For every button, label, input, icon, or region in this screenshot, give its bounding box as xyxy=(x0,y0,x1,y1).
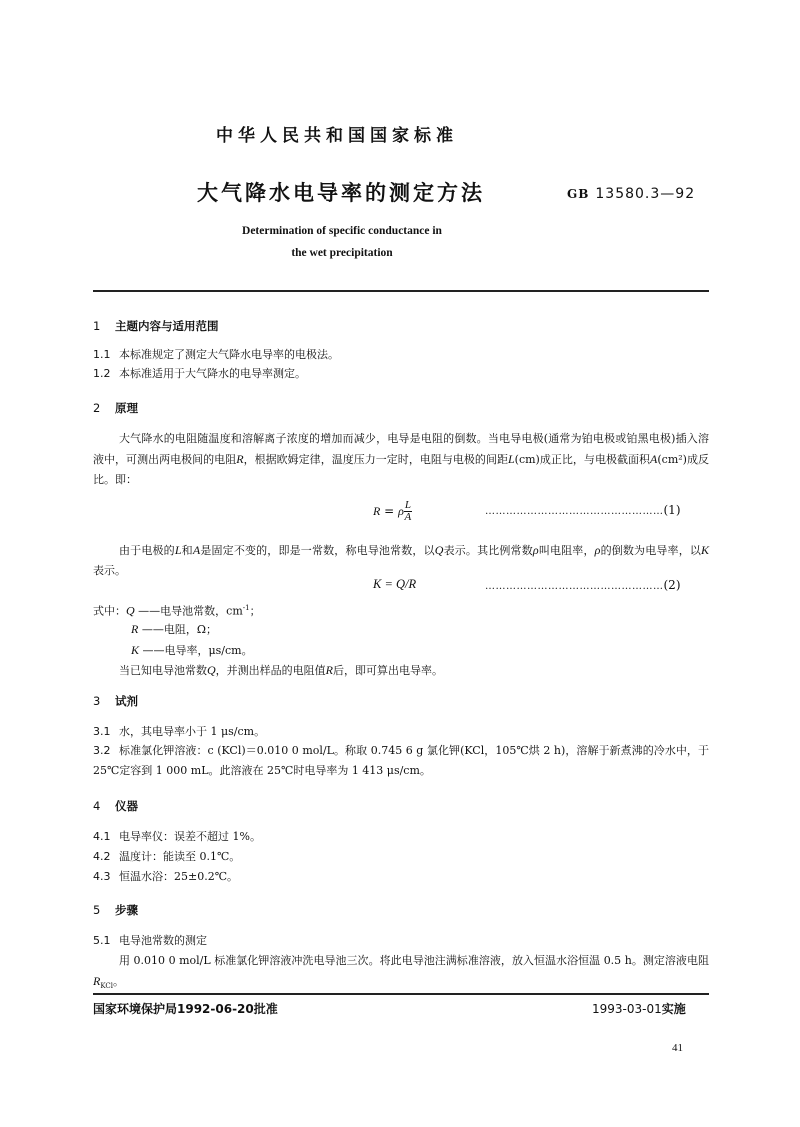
effective-date: 1993-03-01 xyxy=(592,1002,662,1016)
dash: —— xyxy=(141,623,164,636)
definition: 电阻，Ω； xyxy=(163,623,217,636)
definition: 电导率，μs/cm。 xyxy=(164,644,253,657)
var-R: R xyxy=(236,452,244,466)
code-prefix: GB xyxy=(567,187,590,201)
principle-paragraph-3 xyxy=(119,661,443,680)
section-1-heading xyxy=(93,318,219,334)
var-L: L xyxy=(174,543,182,557)
principle-paragraph-2 xyxy=(93,540,709,581)
var-L: L xyxy=(507,452,515,466)
clause-number: 3.2 xyxy=(93,744,111,757)
where-line-2 xyxy=(131,620,217,639)
clause-text: 本标准规定了测定大气降水电导率的电极法。 xyxy=(119,348,339,361)
clause-4-2 xyxy=(93,847,240,866)
text: ，并测出样品的电阻值 xyxy=(215,664,326,677)
text: (cm)成正比，与电极截面积 xyxy=(514,453,651,466)
clause-title: 电导池常数的测定 xyxy=(119,934,207,947)
text: 当已知电导池常数 xyxy=(119,664,207,677)
clause-number: 4.1 xyxy=(93,830,111,843)
text: 和 xyxy=(181,544,193,557)
clause-text: 本标准适用于大气降水的电导率测定。 xyxy=(119,367,306,380)
var-K: K xyxy=(701,543,710,557)
equation-number: (2) xyxy=(663,578,681,592)
var-R: R xyxy=(131,622,139,636)
text: ，根据欧姆定律，温度压力一定时，电阻与电极的间距 xyxy=(243,453,508,466)
clause-number: 3.1 xyxy=(93,725,111,738)
english-title xyxy=(0,220,742,264)
clause-text: 用 0.010 0 mol/L 标准氯化钾溶液冲洗电导池三次。将此电导池注满标准溶液，放入恒温水浴恒温 0.5 h。测定溶液电阻 xyxy=(119,954,709,967)
var-A: A xyxy=(650,452,658,466)
clause-number: 5.1 xyxy=(93,934,111,947)
var-A: A xyxy=(192,543,201,557)
eq-rho: ρ xyxy=(398,504,404,518)
denominator: A xyxy=(404,511,412,523)
var-rho: ρ xyxy=(594,543,601,557)
text: 由于电极的 xyxy=(119,544,175,557)
text: (cm²)成反比。即： xyxy=(93,453,709,486)
text: 表示。其比例常数 xyxy=(443,544,533,557)
text: 的倒数为电导率，以 xyxy=(600,544,702,557)
english-title-line1: Determination of specific conductance in xyxy=(242,225,442,237)
clause-1-1 xyxy=(93,345,339,364)
section-title: 主题内容与适用范围 xyxy=(115,319,219,333)
clause-5-1-title xyxy=(93,931,207,950)
text: 是固定不变的，即是一常数，称电导池常数，以 xyxy=(200,544,435,557)
section-title: 步骤 xyxy=(115,903,138,917)
dash: —— xyxy=(142,644,165,657)
var-R: R xyxy=(325,663,334,677)
section-number: 3 xyxy=(93,694,101,708)
where-line-3 xyxy=(131,641,253,660)
clause-number: 4.2 xyxy=(93,850,111,863)
effective-label: 实施 xyxy=(661,1002,686,1016)
where-prefix: 式中： xyxy=(93,604,126,618)
clause-text: 温度计：能读至 0.1℃。 xyxy=(119,850,241,863)
var-Q: Q xyxy=(126,603,135,618)
text: 后，即可算出电导率。 xyxy=(333,664,444,677)
var-R: R xyxy=(93,974,101,988)
clause-text: 恒温水浴：25±0.2℃。 xyxy=(119,870,239,883)
clause-4-1 xyxy=(93,827,261,846)
section-4-heading xyxy=(93,798,138,814)
section-title: 仪器 xyxy=(115,799,138,813)
equation-number: (1) xyxy=(663,503,681,517)
where-line-1 xyxy=(93,599,261,621)
clause-1-2 xyxy=(93,364,306,383)
approval-info: 国家环境保护局1992-06-20批准 xyxy=(93,1002,278,1016)
eq-sign: = xyxy=(384,504,395,518)
equation-2: K = Q/R xyxy=(373,577,417,591)
clause-number: 4.3 xyxy=(93,870,111,883)
clause-number: 1.1 xyxy=(93,348,111,361)
var-Q: Q xyxy=(434,543,444,557)
section-2-heading xyxy=(93,400,138,416)
clause-3-1 xyxy=(93,722,265,741)
principle-paragraph-1 xyxy=(93,429,709,490)
code-number: 13580.3—92 xyxy=(595,186,696,202)
section-3-heading xyxy=(93,693,138,709)
clause-3-2 xyxy=(93,741,709,781)
clause-number: 1.2 xyxy=(93,367,111,380)
section-number: 2 xyxy=(93,401,101,415)
effective-info xyxy=(592,1000,686,1017)
clause-text: 电导率仪：误差不超过 1%。 xyxy=(119,830,261,843)
text: 表示。 xyxy=(93,564,126,577)
clause-text: 标准氯化钾溶液：c (KCl)＝0.010 0 mol/L。称取 0.745 6 g 氯化钾(KCl，105℃烘 2 h)，溶解于新煮沸的冷水中，于 25℃定容到 1 000 mL。此溶液在 25℃时电导率为 1 413 μs/cm。 xyxy=(93,744,709,777)
header-divider xyxy=(93,290,709,292)
superscript: -1 xyxy=(242,604,250,612)
leader-dots: …………………………………………… xyxy=(485,506,664,517)
dash: —— xyxy=(138,604,161,618)
punct: ； xyxy=(249,604,261,618)
leader-dots: …………………………………………… xyxy=(485,581,664,592)
section-title: 原理 xyxy=(115,401,138,415)
equation-1 xyxy=(373,500,412,523)
text: 大气降水的电阻随温度和溶解离子浓度的增加而减少，电导是电阻的倒数。当电导电极(通常为铂电极或铂黑电极)插入溶液中，可测出两电极间的电阻 xyxy=(93,432,709,466)
equation-1-label xyxy=(485,503,681,517)
footer-divider xyxy=(93,993,709,995)
section-number: 4 xyxy=(93,799,101,813)
clause-5-1-text xyxy=(93,951,709,996)
subscript: KCl xyxy=(100,982,113,991)
standard-type-heading: 中华人民共和国国家标准 xyxy=(216,126,458,146)
section-5-heading xyxy=(93,902,138,918)
var-K: K xyxy=(131,643,140,657)
page-number: 41 xyxy=(672,1042,683,1054)
equation-2-label xyxy=(485,578,681,592)
fraction xyxy=(404,500,412,523)
section-number: 5 xyxy=(93,903,101,917)
eq-lhs: R xyxy=(373,504,381,518)
definition: 电导池常数，cm xyxy=(160,604,243,618)
clause-text: 水，其电导率小于 1 μs/cm。 xyxy=(119,725,266,738)
section-number: 1 xyxy=(93,319,101,333)
clause-4-3 xyxy=(93,867,238,886)
document-title: 大气降水电导率的测定方法 xyxy=(197,181,485,205)
punct: 。 xyxy=(112,975,124,988)
english-title-line2: the wet precipitation xyxy=(291,247,393,259)
text: 叫电阻率， xyxy=(538,544,595,557)
standard-code xyxy=(567,186,695,202)
var-rho: ρ xyxy=(532,543,539,557)
numerator: L xyxy=(404,499,411,511)
var-Q: Q xyxy=(207,663,216,677)
section-title: 试剂 xyxy=(115,694,138,708)
